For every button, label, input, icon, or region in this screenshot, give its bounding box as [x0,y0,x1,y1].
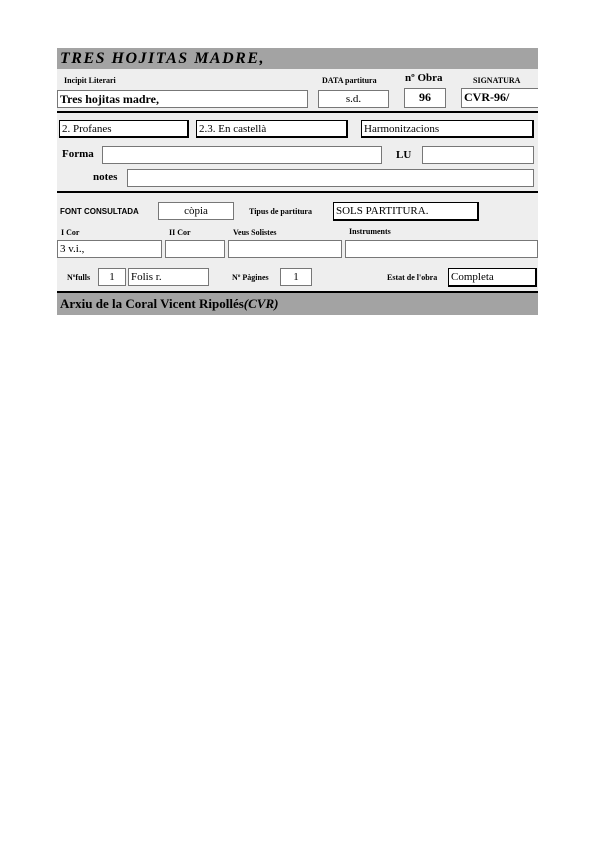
section-divider [57,191,538,193]
archive-code: (CVR) [243,296,279,311]
ii-cor-field[interactable] [165,240,225,258]
notes-field[interactable] [127,169,534,187]
tipus-partitura-label: Tipus de partitura [249,207,312,216]
archive-name: Arxiu de la Coral Vicent Ripollés [60,296,244,311]
incipit-label: Incipit Literari [64,76,116,85]
i-cor-field[interactable]: 3 v.i., [57,240,162,258]
pagines-field[interactable]: 1 [280,268,312,286]
fulls-field[interactable]: 1 [98,268,126,286]
veus-solistes-field[interactable] [228,240,342,258]
incipit-field[interactable]: Tres hojitas madre, [57,90,308,108]
genre-field[interactable]: Harmonitzacions [361,120,534,138]
forma-label: Forma [62,148,94,160]
work-title: TRES HOJITAS MADRE, [60,50,265,67]
category-field[interactable]: 2. Profanes [59,120,189,138]
lu-field[interactable] [422,146,534,164]
signatura-label: SIGNATURA [473,76,521,85]
obra-number-label: nº Obra [405,72,443,84]
data-partitura-field[interactable]: s.d. [318,90,389,108]
instruments-field[interactable] [345,240,538,258]
folis-field[interactable]: Folis r. [128,268,209,286]
i-cor-label: I Cor [61,228,80,237]
font-consultada-label: FONT CONSULTADA [60,207,139,216]
data-partitura-label: DATA partitura [322,76,377,85]
ii-cor-label: II Cor [169,228,191,237]
lu-label: LU [396,149,412,161]
estat-obra-field[interactable]: Completa [448,268,537,287]
forma-field[interactable] [102,146,382,164]
estat-obra-label: Estat de l'obra [387,273,438,282]
obra-number-field[interactable]: 96 [404,88,446,108]
subcategory-field[interactable]: 2.3. En castellà [196,120,348,138]
veus-solistes-label: Veus Solistes [233,228,277,237]
font-consultada-field[interactable]: còpia [158,202,234,220]
tipus-partitura-field[interactable]: SOLS PARTITURA. [333,202,479,221]
pagines-label: Nº Pàgines [232,273,269,282]
fulls-label: Nºfulls [67,273,91,282]
notes-label: notes [93,171,118,183]
instruments-label: Instruments [349,227,391,236]
section-divider [57,111,538,113]
archive-footer [60,293,278,315]
signatura-field[interactable]: CVR-96/ [461,88,538,108]
